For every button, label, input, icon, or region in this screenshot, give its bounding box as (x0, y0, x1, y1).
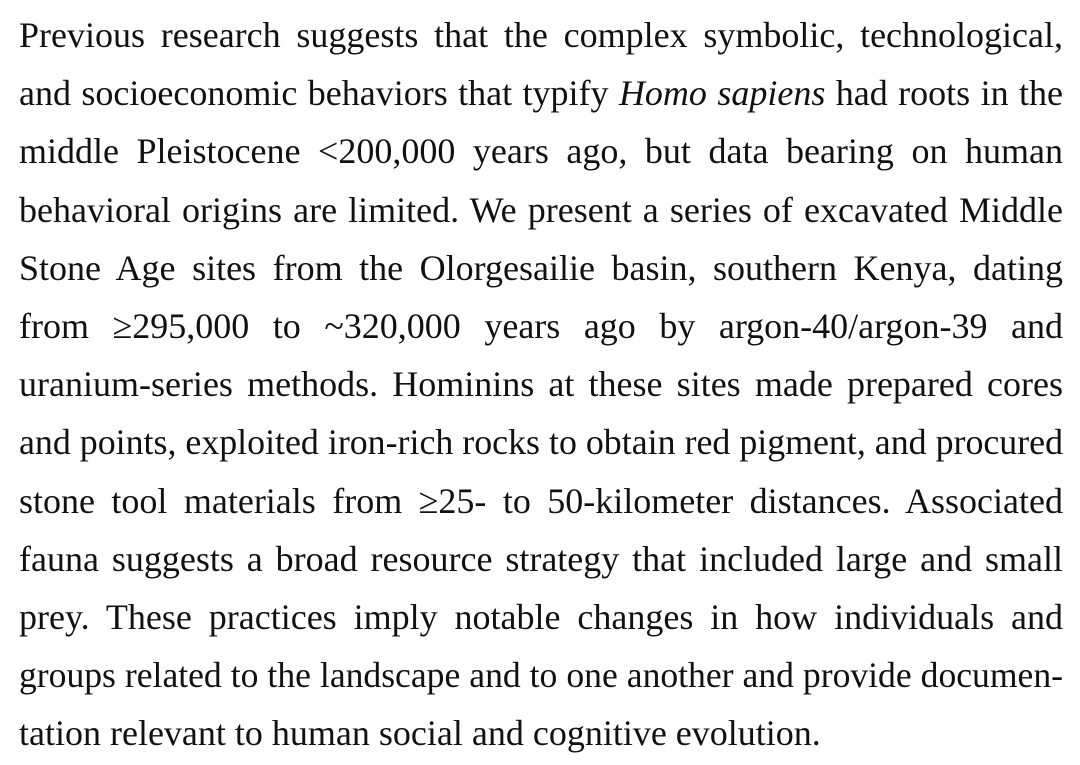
text-segment: Previous research suggests that the complex symbolic, technological, (19, 15, 1063, 55)
abstract-paragraph (19, 6, 1063, 762)
text-segment: had roots in the (825, 73, 1063, 114)
text-line (19, 122, 1063, 180)
text-line (19, 297, 1063, 355)
text-line (19, 6, 1063, 64)
text-segment: fauna suggests a broad resource strategy that included large and small (19, 538, 1063, 579)
text-line (19, 355, 1063, 413)
text-line (19, 239, 1063, 297)
text-segment: uranium-series methods. Hominins at these sites made prepared cores (19, 364, 1063, 405)
text-segment: stone tool materials from ≥25- to 50-kilometer distances. Associated (19, 480, 1063, 521)
text-line (19, 646, 1063, 704)
text-segment: groups related to the landscape and to one another and provide documen- (19, 655, 1063, 696)
text-line (19, 704, 1063, 762)
text-line (19, 530, 1063, 588)
text-segment: middle Pleistocene <200,000 years ago, but data bearing on human (19, 131, 1063, 172)
text-segment: and points, exploited iron-rich rocks to obtain red pigment, and procured (19, 422, 1063, 463)
text-segment: from ≥295,000 to ~320,000 years ago by argon-40/argon-39 and (19, 305, 1063, 346)
text-line (19, 181, 1063, 239)
text-line (19, 64, 1063, 122)
text-segment: Stone Age sites from the Olorgesailie basin, southern Kenya, dating (19, 247, 1063, 288)
text-segment: behavioral origins are limited. We present a series of excavated Middle (19, 189, 1063, 230)
text-segment: and socioeconomic behaviors that typify (19, 73, 619, 114)
text-line (19, 588, 1063, 646)
text-segment: prey. These practices imply notable changes in how individuals and (19, 596, 1063, 637)
text-line (19, 413, 1063, 471)
text-line (19, 472, 1063, 530)
text-segment: tation relevant to human social and cognitive evolution. (19, 713, 821, 754)
species-name-italic: Homo sapiens (618, 73, 826, 114)
